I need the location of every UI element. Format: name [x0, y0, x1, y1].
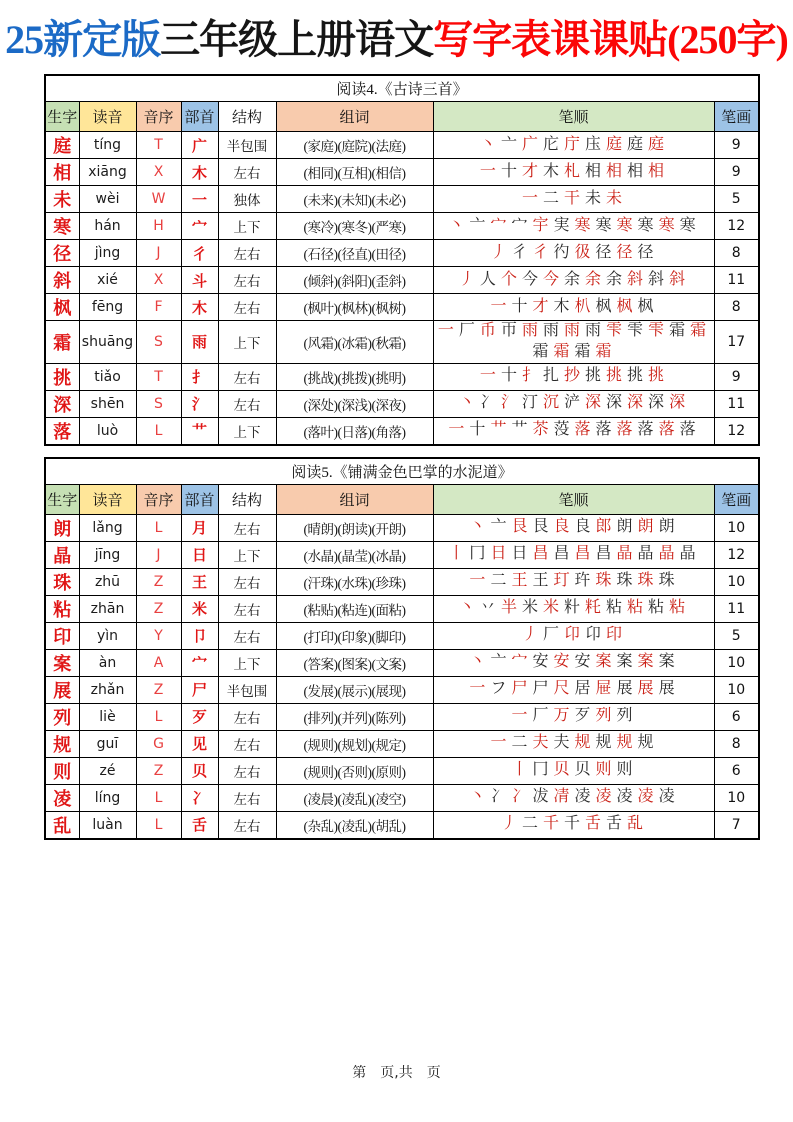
cell-radical: 月 — [181, 514, 218, 541]
cell-count: 6 — [714, 757, 759, 784]
cell-radical: 氵 — [181, 390, 218, 417]
cell-pinyin: luàn — [79, 811, 136, 839]
cell-pinyin: tiǎo — [79, 363, 136, 390]
page-title — [0, 16, 793, 64]
cell-pinyin: zhān — [79, 595, 136, 622]
column-header-words: 组词 — [276, 484, 433, 514]
cell-radical: 冫 — [181, 784, 218, 811]
cell-words: (石径)(径直)(田径) — [276, 240, 433, 267]
cell-strokes: 一 十 扌 扎 抄 挑 挑 挑 挑 — [433, 363, 714, 390]
cell-initial: X — [136, 159, 181, 186]
cell-strokes: 丿 二 千 千 舌 舌 乱 — [433, 811, 714, 839]
lesson-table-reading5 — [0, 457, 793, 840]
cell-count: 11 — [714, 595, 759, 622]
cell-char: 列 — [45, 703, 79, 730]
column-header-radical: 部首 — [181, 484, 218, 514]
cell-strokes: 丶 冫 氵 汀 沉 浐 深 深 深 深 深 — [433, 390, 714, 417]
cell-words: (排列)(并列)(陈列) — [276, 703, 433, 730]
cell-pinyin: àn — [79, 649, 136, 676]
character-row — [45, 541, 759, 568]
cell-words: (晴朗)(朗读)(开朗) — [276, 514, 433, 541]
cell-radical: 彳 — [181, 240, 218, 267]
cell-count: 8 — [714, 294, 759, 321]
character-row — [45, 811, 759, 839]
cell-radical: 雨 — [181, 321, 218, 364]
title-edition: 25新定版 — [5, 17, 161, 62]
cell-strokes: 丿 人 个 今 今 余 余 余 斜 斜 斜 — [433, 267, 714, 294]
cell-words: (枫叶)(枫林)(枫树) — [276, 294, 433, 321]
cell-radical: 宀 — [181, 649, 218, 676]
cell-structure: 左右 — [218, 514, 276, 541]
cell-strokes: 丿 彳 彳 彴 彶 径 径 径 — [433, 240, 714, 267]
character-row — [45, 213, 759, 240]
cell-strokes: 一 厂 币 帀 雨 雨 雨 雨 雫 雫 雫 霜 霜霜 霜 霜 霜 — [433, 321, 714, 364]
cell-char: 则 — [45, 757, 79, 784]
cell-pinyin: jìng — [79, 240, 136, 267]
character-row — [45, 514, 759, 541]
character-row — [45, 730, 759, 757]
cell-pinyin: xié — [79, 267, 136, 294]
cell-structure: 左右 — [218, 568, 276, 595]
cell-initial: L — [136, 703, 181, 730]
character-row — [45, 267, 759, 294]
character-row — [45, 240, 759, 267]
cell-initial: L — [136, 784, 181, 811]
character-table — [44, 457, 760, 840]
cell-words: (寒冷)(寒冬)(严寒) — [276, 213, 433, 240]
cell-structure: 上下 — [218, 321, 276, 364]
cell-pinyin: fēng — [79, 294, 136, 321]
cell-strokes: 丶 丷 半 米 米 籵 籷 粘 粘 粘 粘 — [433, 595, 714, 622]
cell-pinyin: zé — [79, 757, 136, 784]
cell-words: (规则)(规划)(规定) — [276, 730, 433, 757]
character-row — [45, 132, 759, 159]
cell-char: 斜 — [45, 267, 79, 294]
table-caption: 阅读4.《古诗三首》 — [45, 75, 759, 102]
cell-char: 挑 — [45, 363, 79, 390]
cell-structure: 上下 — [218, 213, 276, 240]
cell-initial: J — [136, 541, 181, 568]
cell-count: 10 — [714, 676, 759, 703]
cell-words: (相同)(互相)(相信) — [276, 159, 433, 186]
character-row — [45, 321, 759, 364]
cell-char: 未 — [45, 186, 79, 213]
cell-initial: Z — [136, 676, 181, 703]
column-header-count: 笔画 — [714, 484, 759, 514]
cell-words: (汗珠)(水珠)(珍珠) — [276, 568, 433, 595]
cell-words: (风霜)(冰霜)(秋霜) — [276, 321, 433, 364]
cell-structure: 半包围 — [218, 676, 276, 703]
cell-structure: 上下 — [218, 417, 276, 445]
cell-structure: 左右 — [218, 703, 276, 730]
cell-structure: 左右 — [218, 390, 276, 417]
cell-count: 5 — [714, 186, 759, 213]
cell-strokes: 丶 亠 宀 宀 宇 実 寒 寒 寒 寒 寒 寒 — [433, 213, 714, 240]
cell-pinyin: yìn — [79, 622, 136, 649]
character-row — [45, 703, 759, 730]
character-row — [45, 417, 759, 445]
lesson-table-reading4 — [0, 74, 793, 446]
cell-structure: 左右 — [218, 757, 276, 784]
cell-initial: J — [136, 240, 181, 267]
cell-strokes: 丨 冂 贝 贝 则 则 — [433, 757, 714, 784]
cell-strokes: 一 二 夫 夫 规 规 规 规 — [433, 730, 714, 757]
cell-count: 6 — [714, 703, 759, 730]
character-row — [45, 649, 759, 676]
column-header-strokes: 笔顺 — [433, 102, 714, 132]
cell-words: (杂乱)(凌乱)(胡乱) — [276, 811, 433, 839]
cell-words: (规则)(否则)(原则) — [276, 757, 433, 784]
cell-count: 9 — [714, 159, 759, 186]
cell-structure: 上下 — [218, 541, 276, 568]
cell-words: (挑战)(挑拨)(挑明) — [276, 363, 433, 390]
title-grade-subject: 三年级上册语文 — [160, 17, 434, 62]
cell-radical: 歹 — [181, 703, 218, 730]
column-header-initial: 音序 — [136, 484, 181, 514]
cell-initial: S — [136, 390, 181, 417]
cell-count: 11 — [714, 390, 759, 417]
column-header-strokes: 笔顺 — [433, 484, 714, 514]
cell-strokes: 丶 亠 广 庀 庁 庒 庭 庭 庭 — [433, 132, 714, 159]
cell-pinyin: wèi — [79, 186, 136, 213]
character-table — [44, 74, 760, 446]
cell-strokes: 丶 亠 艮 艮 良 良 郎 朗 朗 朗 — [433, 514, 714, 541]
cell-structure: 左右 — [218, 267, 276, 294]
column-header-structure: 结构 — [218, 102, 276, 132]
cell-char: 寒 — [45, 213, 79, 240]
cell-count: 5 — [714, 622, 759, 649]
cell-radical: 卩 — [181, 622, 218, 649]
cell-initial: Z — [136, 757, 181, 784]
column-header-char: 生字 — [45, 484, 79, 514]
cell-structure: 左右 — [218, 622, 276, 649]
cell-char: 粘 — [45, 595, 79, 622]
cell-pinyin: shuāng — [79, 321, 136, 364]
cell-pinyin: zhǎn — [79, 676, 136, 703]
character-row — [45, 186, 759, 213]
cell-radical: 日 — [181, 541, 218, 568]
cell-char: 凌 — [45, 784, 79, 811]
cell-structure: 左右 — [218, 294, 276, 321]
header-row — [45, 484, 759, 514]
column-header-count: 笔画 — [714, 102, 759, 132]
cell-pinyin: tíng — [79, 132, 136, 159]
cell-count: 10 — [714, 649, 759, 676]
cell-char: 霜 — [45, 321, 79, 364]
cell-char: 落 — [45, 417, 79, 445]
cell-words: (深处)(深浅)(深夜) — [276, 390, 433, 417]
cell-char: 庭 — [45, 132, 79, 159]
cell-char: 晶 — [45, 541, 79, 568]
cell-char: 深 — [45, 390, 79, 417]
cell-char: 枫 — [45, 294, 79, 321]
cell-strokes: 一 厂 万 歹 列 列 — [433, 703, 714, 730]
cell-strokes: 丨 冂 日 日 昌 昌 昌 昌 晶 晶 晶 晶 — [433, 541, 714, 568]
character-row — [45, 568, 759, 595]
cell-words: (倾斜)(斜阳)(歪斜) — [276, 267, 433, 294]
cell-pinyin: hán — [79, 213, 136, 240]
header-row — [45, 102, 759, 132]
cell-strokes: 一 二 干 未 未 — [433, 186, 714, 213]
cell-initial: A — [136, 649, 181, 676]
cell-structure: 左右 — [218, 159, 276, 186]
cell-structure: 左右 — [218, 784, 276, 811]
character-row — [45, 784, 759, 811]
cell-pinyin: xiāng — [79, 159, 136, 186]
cell-char: 珠 — [45, 568, 79, 595]
cell-initial: T — [136, 132, 181, 159]
cell-char: 规 — [45, 730, 79, 757]
cell-initial: T — [136, 363, 181, 390]
cell-pinyin: lǎng — [79, 514, 136, 541]
column-header-structure: 结构 — [218, 484, 276, 514]
cell-initial: L — [136, 811, 181, 839]
cell-words: (粘贴)(粘连)(面粘) — [276, 595, 433, 622]
cell-radical: 王 — [181, 568, 218, 595]
cell-initial: L — [136, 514, 181, 541]
cell-char: 印 — [45, 622, 79, 649]
cell-count: 11 — [714, 267, 759, 294]
cell-radical: 广 — [181, 132, 218, 159]
cell-char: 乱 — [45, 811, 79, 839]
cell-count: 17 — [714, 321, 759, 364]
cell-initial: Z — [136, 595, 181, 622]
cell-initial: L — [136, 417, 181, 445]
cell-count: 12 — [714, 541, 759, 568]
cell-radical: 一 — [181, 186, 218, 213]
cell-char: 展 — [45, 676, 79, 703]
character-row — [45, 390, 759, 417]
cell-char: 径 — [45, 240, 79, 267]
table-caption: 阅读5.《铺满金色巴掌的水泥道》 — [45, 458, 759, 485]
column-header-initial: 音序 — [136, 102, 181, 132]
cell-radical: 艹 — [181, 417, 218, 445]
cell-initial: S — [136, 321, 181, 364]
character-row — [45, 159, 759, 186]
cell-char: 相 — [45, 159, 79, 186]
column-header-pinyin: 读音 — [79, 484, 136, 514]
cell-structure: 左右 — [218, 811, 276, 839]
cell-initial: Z — [136, 568, 181, 595]
cell-initial: H — [136, 213, 181, 240]
title-topic: 写字表课课贴(250字) — [433, 17, 788, 62]
character-row — [45, 294, 759, 321]
cell-count: 10 — [714, 568, 759, 595]
cell-structure: 独体 — [218, 186, 276, 213]
character-row — [45, 757, 759, 784]
cell-pinyin: jīng — [79, 541, 136, 568]
cell-strokes: 一 十 才 木 朳 枫 枫 枫 — [433, 294, 714, 321]
cell-count: 12 — [714, 213, 759, 240]
cell-strokes: 一 フ 尸 尸 尺 居 屉 展 展 展 — [433, 676, 714, 703]
cell-structure: 左右 — [218, 363, 276, 390]
cell-count: 10 — [714, 784, 759, 811]
cell-initial: X — [136, 267, 181, 294]
cell-char: 案 — [45, 649, 79, 676]
column-header-char: 生字 — [45, 102, 79, 132]
cell-strokes: 丿 厂 卬 卬 印 — [433, 622, 714, 649]
cell-words: (水晶)(晶莹)(冰晶) — [276, 541, 433, 568]
cell-char: 朗 — [45, 514, 79, 541]
cell-initial: G — [136, 730, 181, 757]
cell-radical: 木 — [181, 159, 218, 186]
cell-radical: 扌 — [181, 363, 218, 390]
cell-pinyin: zhū — [79, 568, 136, 595]
cell-radical: 斗 — [181, 267, 218, 294]
cell-radical: 贝 — [181, 757, 218, 784]
cell-words: (打印)(印象)(脚印) — [276, 622, 433, 649]
cell-radical: 尸 — [181, 676, 218, 703]
cell-pinyin: líng — [79, 784, 136, 811]
cell-words: (凌晨)(凌乱)(凌空) — [276, 784, 433, 811]
cell-words: (未来)(未知)(未必) — [276, 186, 433, 213]
cell-words: (落叶)(日落)(角落) — [276, 417, 433, 445]
cell-structure: 左右 — [218, 595, 276, 622]
column-header-pinyin: 读音 — [79, 102, 136, 132]
character-row — [45, 622, 759, 649]
cell-structure: 半包围 — [218, 132, 276, 159]
cell-radical: 见 — [181, 730, 218, 757]
column-header-words: 组词 — [276, 102, 433, 132]
cell-radical: 舌 — [181, 811, 218, 839]
cell-radical: 木 — [181, 294, 218, 321]
character-row — [45, 595, 759, 622]
cell-count: 10 — [714, 514, 759, 541]
cell-initial: W — [136, 186, 181, 213]
cell-pinyin: luò — [79, 417, 136, 445]
column-header-radical: 部首 — [181, 102, 218, 132]
cell-radical: 宀 — [181, 213, 218, 240]
page-number-footer: 第 页,共 页 — [352, 1065, 441, 1081]
cell-radical: 米 — [181, 595, 218, 622]
cell-count: 9 — [714, 132, 759, 159]
cell-count: 8 — [714, 240, 759, 267]
cell-pinyin: liè — [79, 703, 136, 730]
cell-structure: 左右 — [218, 240, 276, 267]
cell-count: 12 — [714, 417, 759, 445]
cell-words: (家庭)(庭院)(法庭) — [276, 132, 433, 159]
cell-initial: F — [136, 294, 181, 321]
cell-initial: Y — [136, 622, 181, 649]
cell-pinyin: shēn — [79, 390, 136, 417]
cell-count: 7 — [714, 811, 759, 839]
cell-words: (发展)(展示)(展现) — [276, 676, 433, 703]
cell-structure: 左右 — [218, 730, 276, 757]
character-row — [45, 363, 759, 390]
cell-count: 9 — [714, 363, 759, 390]
cell-words: (答案)(图案)(文案) — [276, 649, 433, 676]
cell-pinyin: guī — [79, 730, 136, 757]
cell-strokes: 一 十 才 木 札 相 相 相 相 — [433, 159, 714, 186]
cell-strokes: 丶 亠 宀 安 安 安 案 案 案 案 — [433, 649, 714, 676]
cell-strokes: 一 十 艹 艹 苶 莈 落 落 落 落 落 落 — [433, 417, 714, 445]
character-row — [45, 676, 759, 703]
cell-strokes: 丶 冫 冫 冹 凊 凌 凌 凌 凌 凌 — [433, 784, 714, 811]
cell-count: 8 — [714, 730, 759, 757]
cell-strokes: 一 二 王 王 玎 玝 珠 珠 珠 珠 — [433, 568, 714, 595]
cell-structure: 上下 — [218, 649, 276, 676]
